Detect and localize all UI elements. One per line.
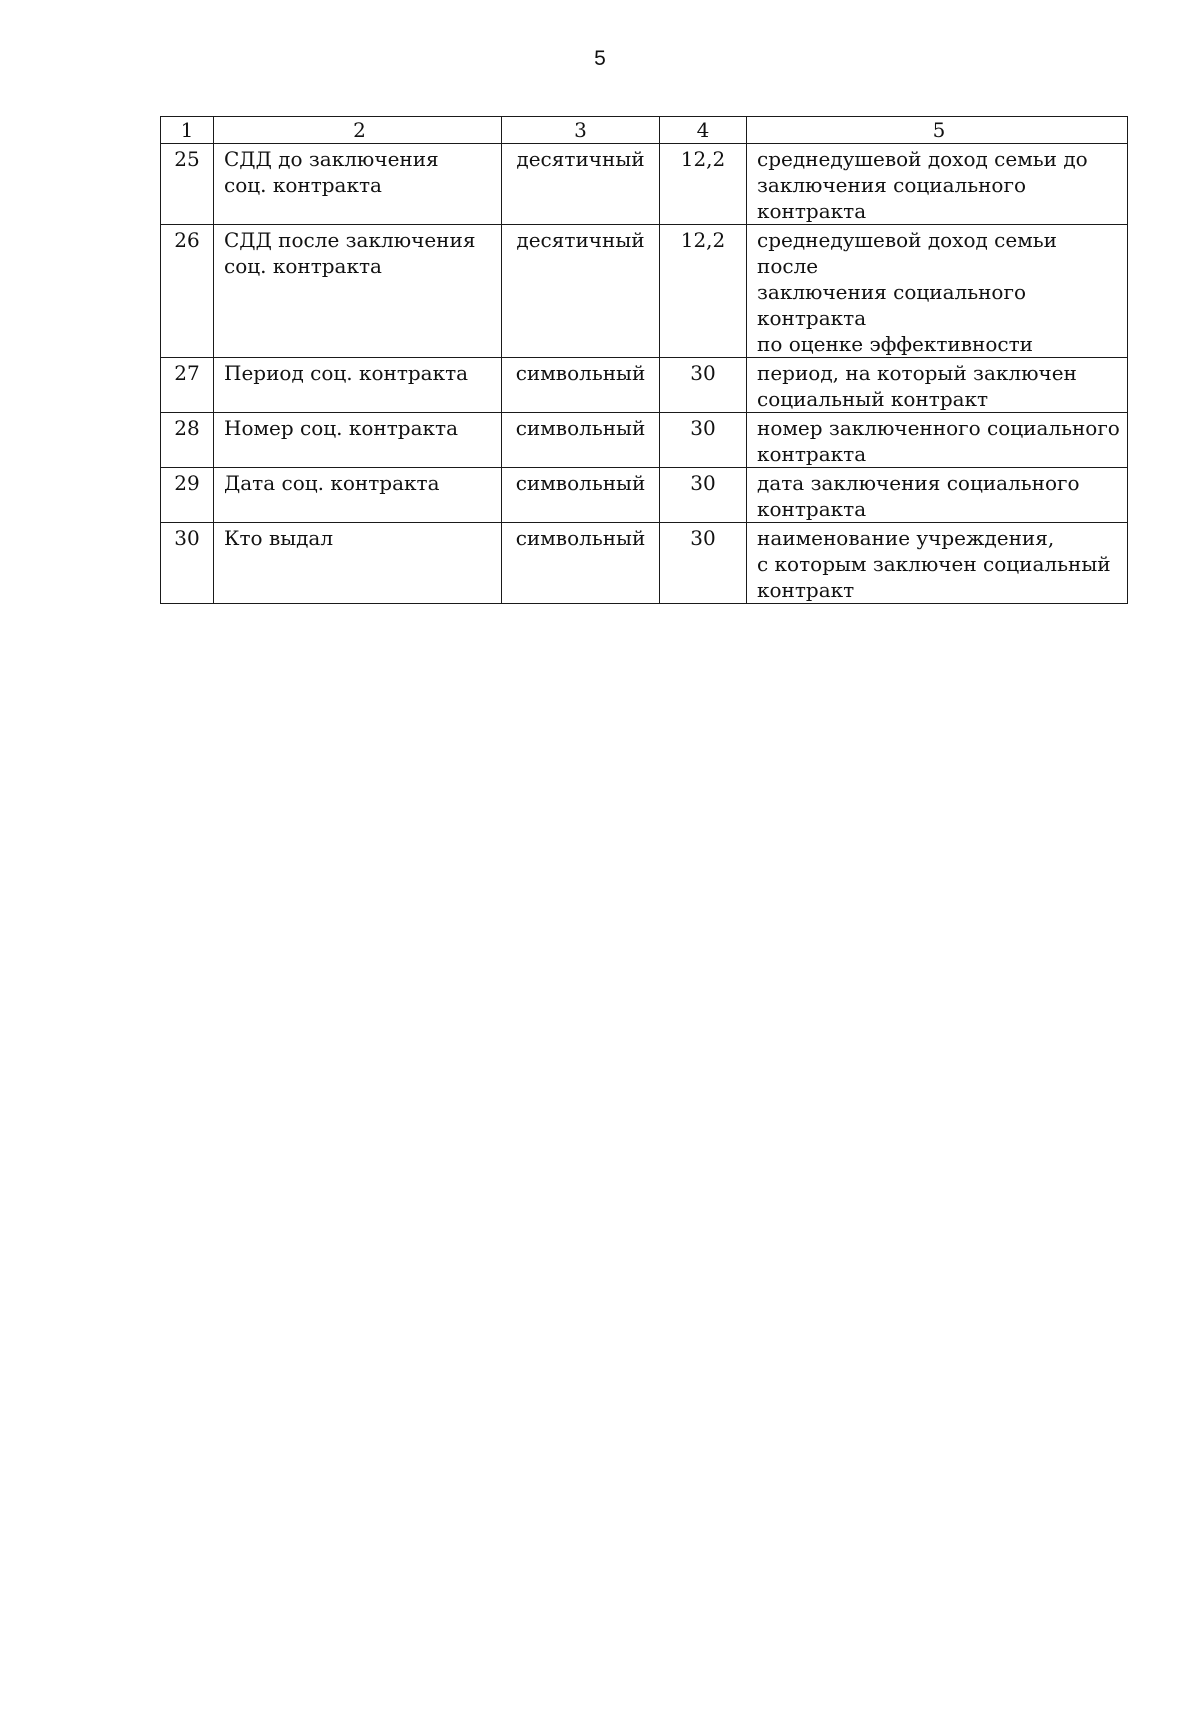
field-type: символьный [502,468,660,523]
field-type: символьный [502,358,660,413]
field-name: СДД после заключения соц. контракта [214,225,502,358]
field-length: 12,2 [660,225,747,358]
header-col-3: 3 [502,117,660,144]
field-type: десятичный [502,144,660,225]
field-name: СДД до заключения соц. контракта [214,144,502,225]
field-type: символьный [502,413,660,468]
field-name: Дата соц. контракта [214,468,502,523]
field-length: 30 [660,358,747,413]
header-row [161,117,1128,144]
table-row [161,358,1128,413]
field-description: среднедушевой доход семьи до заключения социального контракта [747,144,1128,225]
page-number: 5 [594,47,606,70]
field-length: 30 [660,523,747,604]
field-length: 30 [660,413,747,468]
field-length: 30 [660,468,747,523]
field-name: Кто выдал [214,523,502,604]
field-name: Период соц. контракта [214,358,502,413]
field-length: 12,2 [660,144,747,225]
row-number: 26 [161,225,214,358]
row-number: 29 [161,468,214,523]
row-number: 25 [161,144,214,225]
table-row [161,225,1128,358]
field-description: номер заключенного социального контракта [747,413,1128,468]
table-row [161,468,1128,523]
table-header [161,117,1128,144]
field-type: десятичный [502,225,660,358]
row-number: 27 [161,358,214,413]
table-body [161,144,1128,604]
header-col-5: 5 [747,117,1128,144]
header-col-4: 4 [660,117,747,144]
table-row [161,413,1128,468]
row-number: 28 [161,413,214,468]
table-row [161,523,1128,604]
field-description: дата заключения социального контракта [747,468,1128,523]
field-type: символьный [502,523,660,604]
header-col-2: 2 [214,117,502,144]
field-name: Номер соц. контракта [214,413,502,468]
field-spec-table [160,116,1128,604]
field-description: среднедушевой доход семьи после заключения социального контракта по оценке эффективности [747,225,1128,358]
field-description: наименование учреждения, с которым заключен социальный контракт [747,523,1128,604]
row-number: 30 [161,523,214,604]
header-col-1: 1 [161,117,214,144]
field-description: период, на который заключен социальный контракт [747,358,1128,413]
table-row [161,144,1128,225]
